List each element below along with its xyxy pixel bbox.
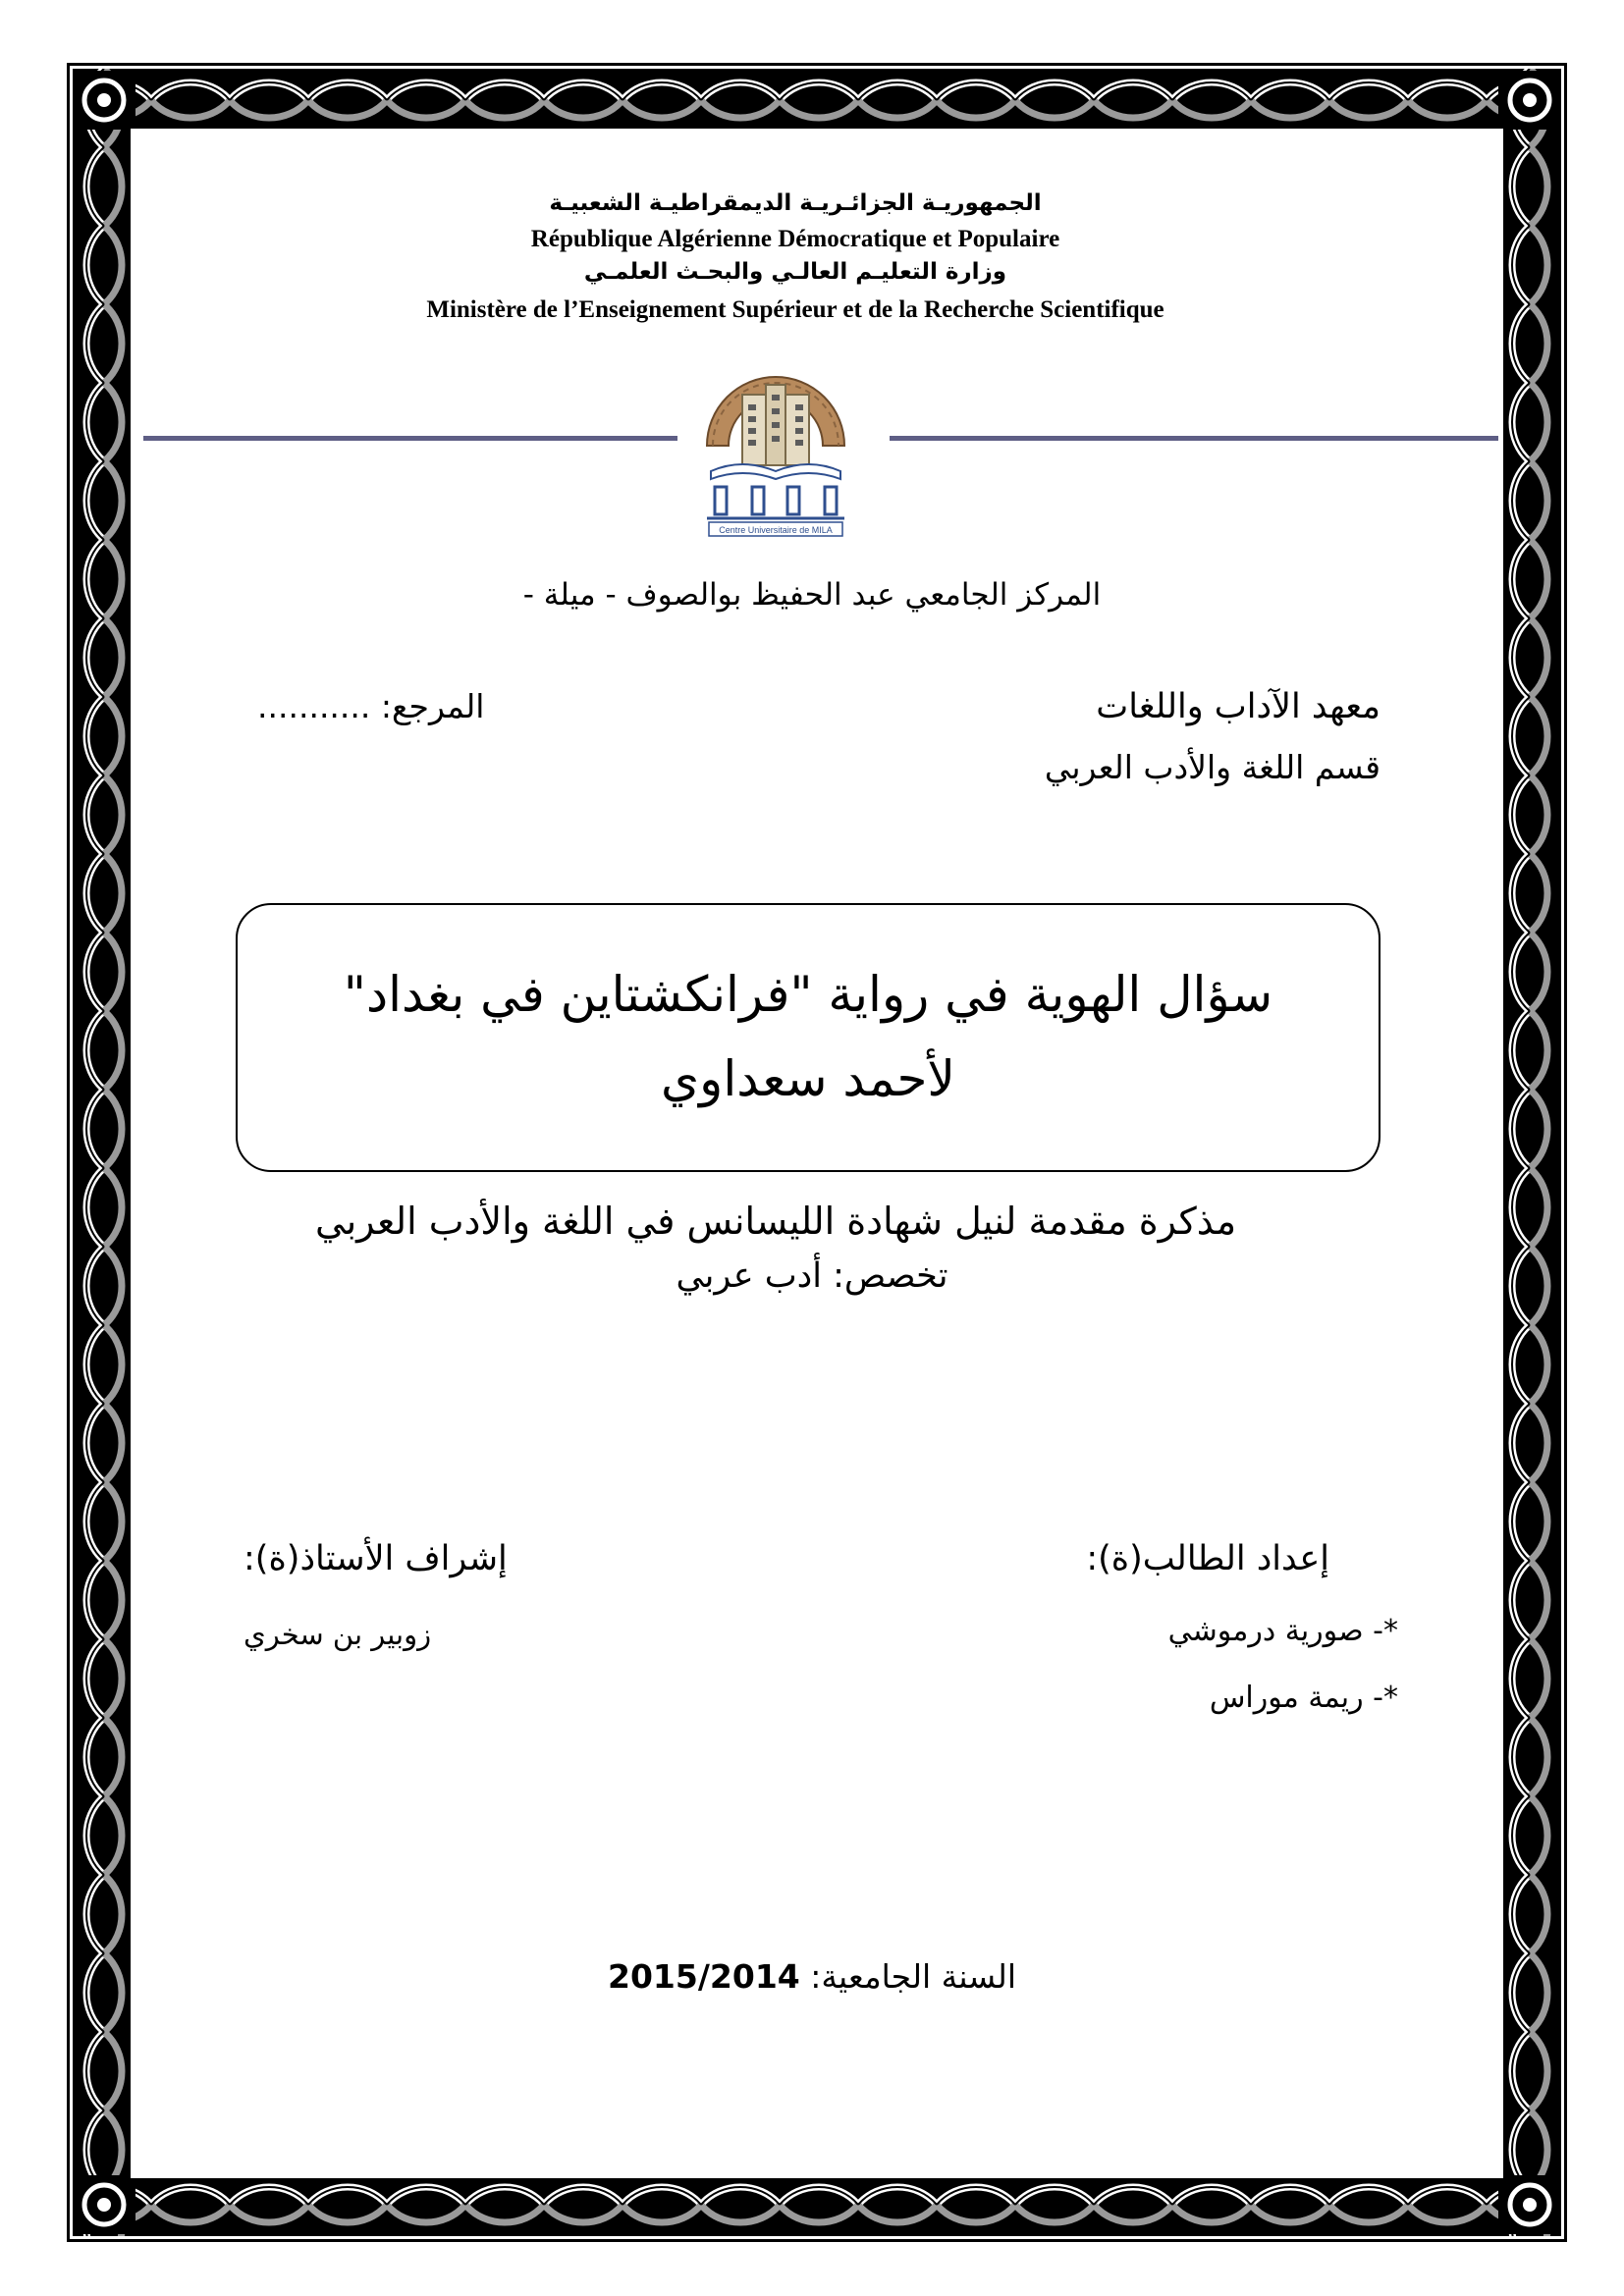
institute-name: معهد الآداب واللغات [1096,687,1380,726]
student-name: ريمة موراس [1209,1681,1364,1715]
bullet-star: *- [1363,1614,1398,1648]
republic-title-arabic: الجمهوريـة الجزائـريـة الديمقراطيـة الشعبيـة [549,190,1042,216]
department-name: قسم اللغة والأدب العربي [1044,748,1380,786]
corner-ornament-top-right [1500,71,1559,130]
border-chain-left [73,69,135,2236]
student-name: صورية درموشي [1167,1614,1364,1648]
supervisor-label: إشراف الأستاذ(ة): [244,1539,508,1578]
supervisor-name: زوبير بن سخري [244,1618,432,1651]
corner-ornament-top-left [75,71,134,130]
thesis-title-line2: لأحمد سعداوي [661,1050,955,1107]
students-label: إعداد الطالب(ة): [1086,1539,1329,1578]
border-chain-bottom [73,2173,1561,2236]
ministry-title-french: Ministère de l’Enseignement Supérieur et de la Recherche Scientifique [426,296,1164,323]
bullet-star: *- [1363,1681,1398,1715]
ministry-title-arabic: وزارة التعليـم العالـي والبحـث العلمـي [583,259,1007,285]
specialization: تخصص: أدب عربي [676,1256,948,1296]
border-chain-right [1498,69,1561,2236]
student-entry-1 [1168,1614,1398,1648]
thesis-title-box [236,903,1380,1172]
student-entry-2 [1210,1681,1398,1715]
corner-ornament-bottom-right [1500,2175,1559,2234]
republic-title-french: République Algérienne Démocratique et Populaire [530,226,1060,252]
academic-year-label: السنة الجامعية: [810,1957,1016,1996]
thesis-title-line1: سؤال الهوية في رواية "فرانكشتاين في بغداد" [343,966,1273,1023]
logo-caption: Centre Universitaire de MILA [719,525,833,535]
corner-ornament-bottom-left [75,2175,134,2234]
header-rule-left [143,436,677,441]
header-rule-right [890,436,1498,441]
thesis-purpose: مذكرة مقدمة لنيل شهادة الليسانس في اللغة والأدب العربي [314,1200,1237,1243]
academic-year [0,1957,1624,1996]
university-logo [693,355,858,538]
institution-name: المركز الجامعي عبد الحفيظ بوالصوف - ميلة - [522,577,1102,613]
border-chain-top [73,69,1561,132]
academic-year-value: 2015/2014 [608,1957,800,1996]
reference-field: المرجع: ........... [257,687,485,725]
